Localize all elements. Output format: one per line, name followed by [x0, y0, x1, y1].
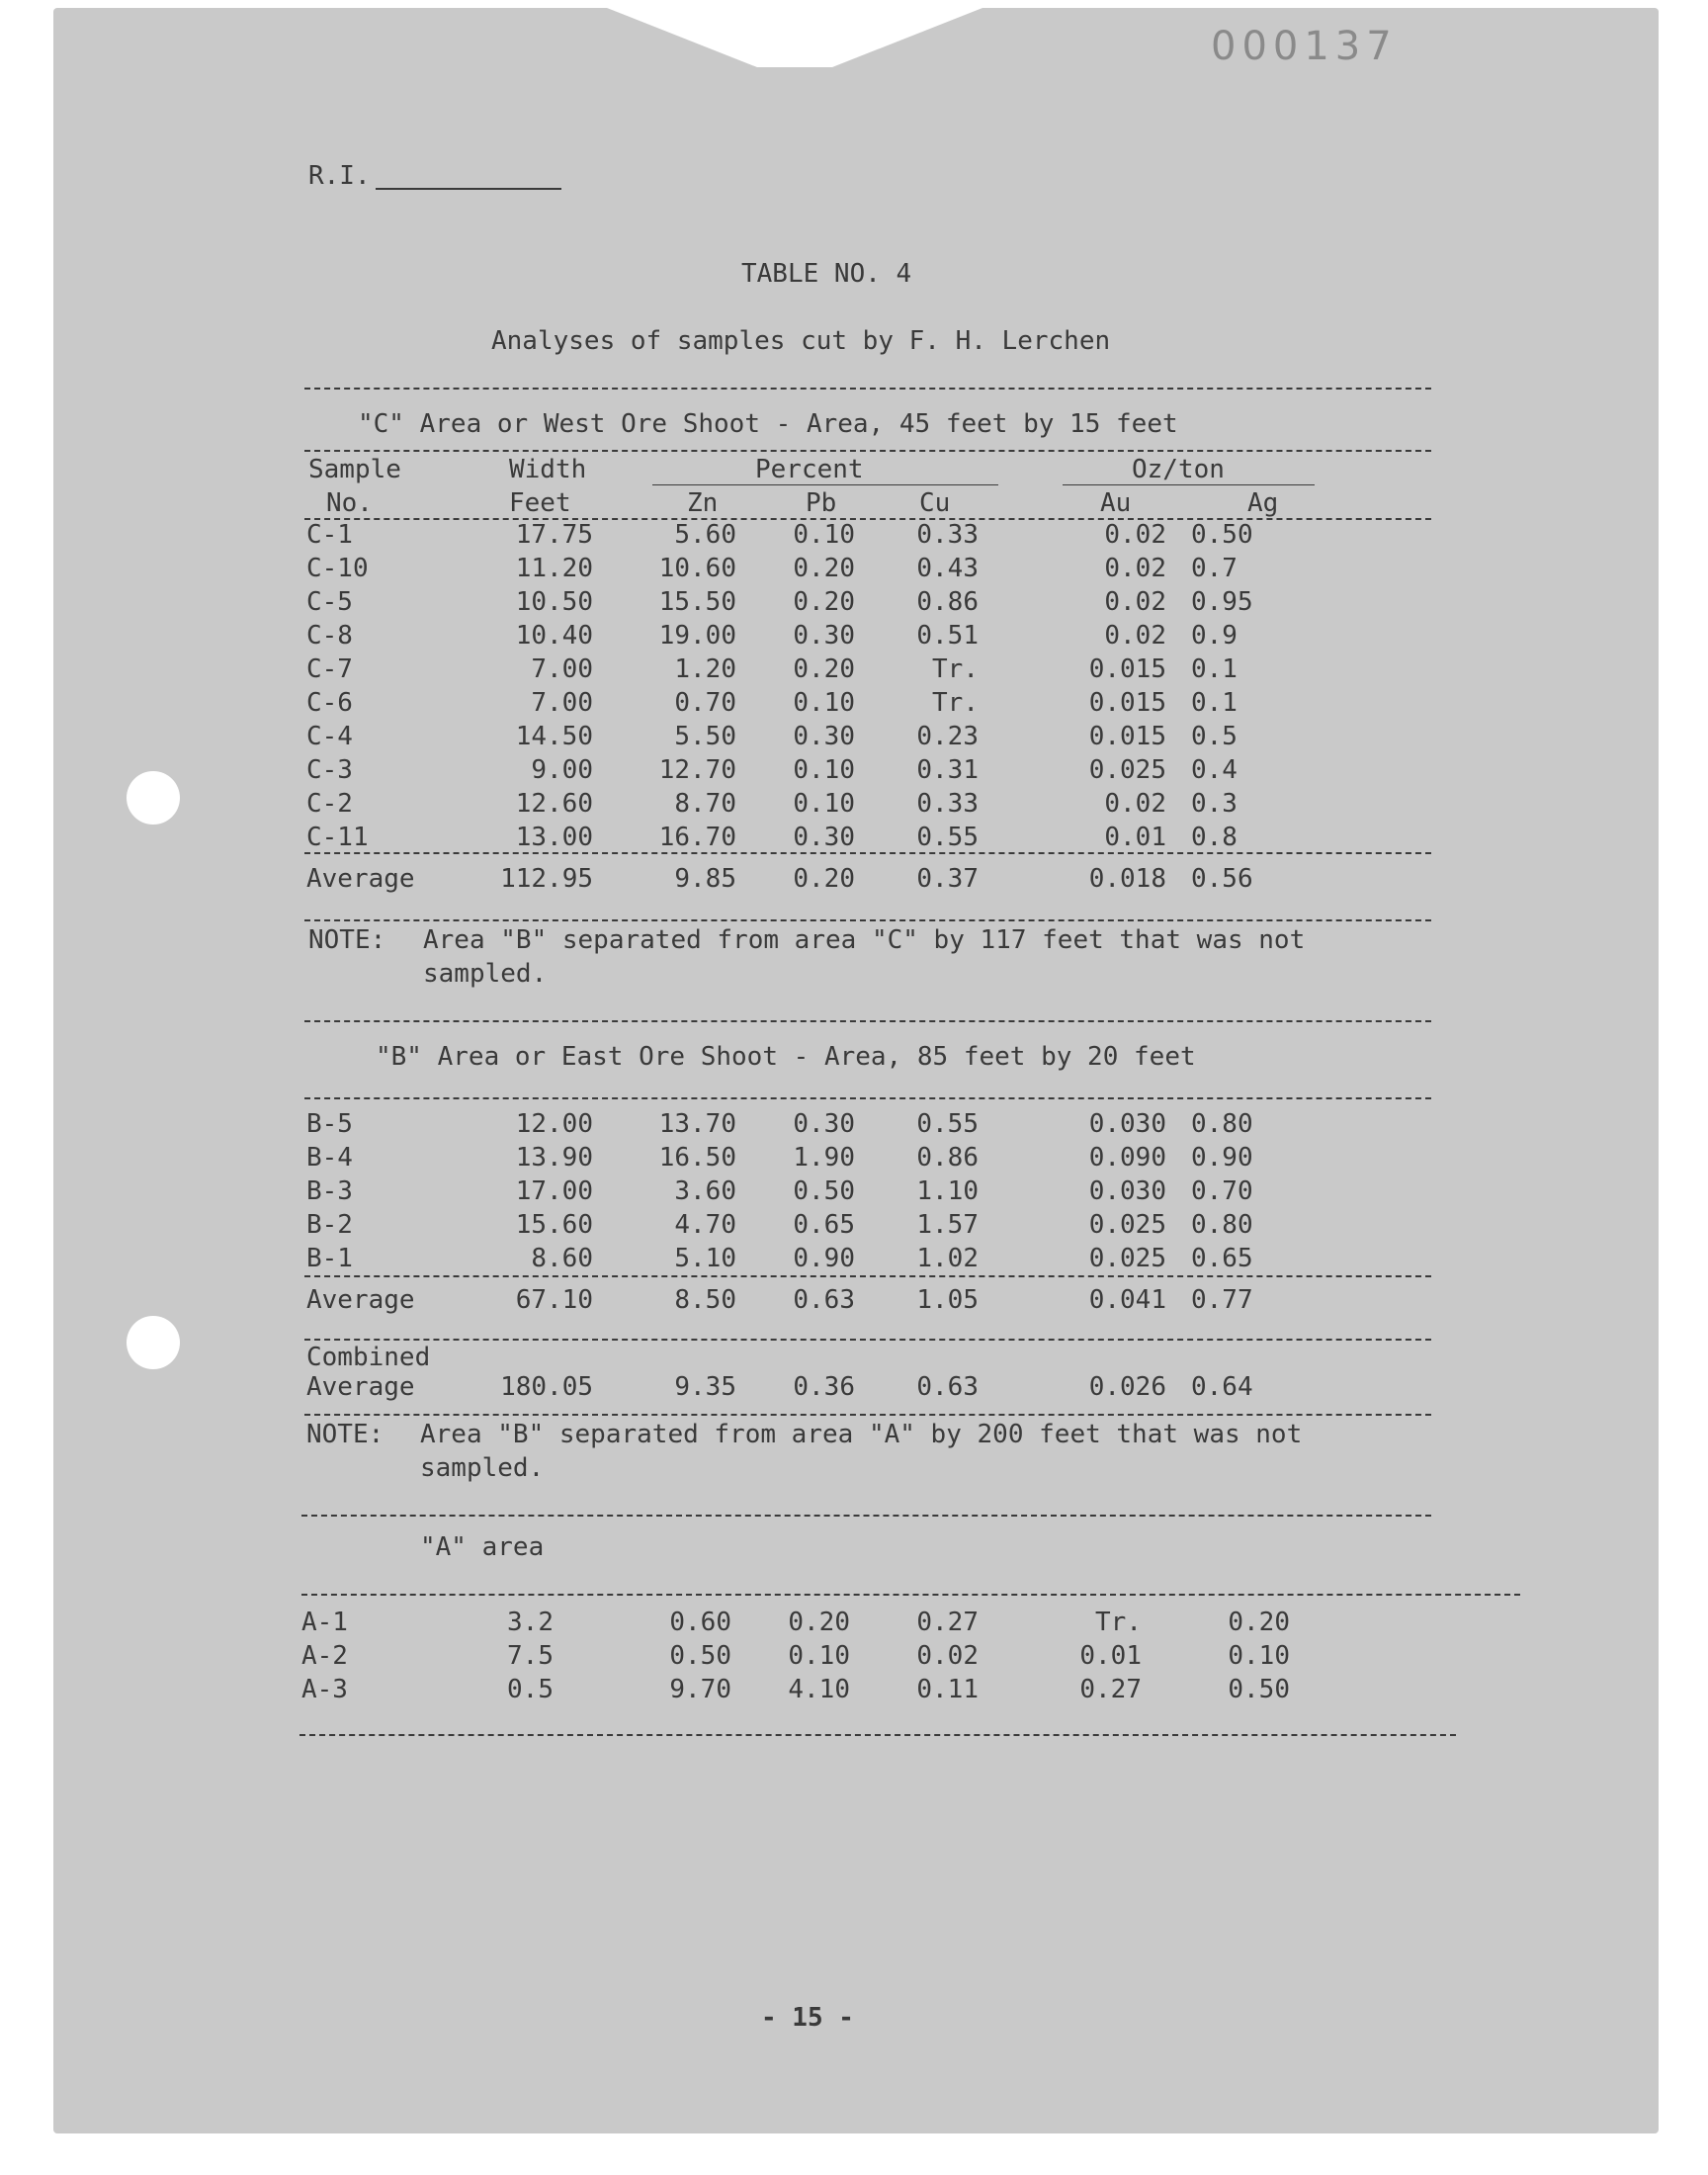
cell-width: 180.05	[500, 1372, 593, 1402]
col-header-cu: Cu	[919, 488, 951, 518]
cell-cu: 1.10	[916, 1176, 979, 1206]
cell-width: 11.20	[515, 554, 593, 583]
cell-cu: 0.33	[916, 789, 979, 819]
cell-zn: 0.60	[669, 1608, 731, 1637]
cell-ag: 0.64	[1191, 1372, 1253, 1402]
cell-pb: 0.20	[793, 654, 855, 684]
cell-au: 0.015	[1088, 722, 1166, 751]
cell-sample: A-1	[301, 1608, 348, 1637]
cell-ag: 0.80	[1191, 1109, 1253, 1139]
cell-pb: 0.10	[793, 789, 855, 819]
cell-zn: 3.60	[674, 1176, 736, 1206]
col-header-au: Au	[1100, 488, 1132, 518]
cell-sample: B-5	[306, 1109, 353, 1139]
cell-sample: C-7	[306, 654, 353, 684]
cell-ag: 0.80	[1191, 1210, 1253, 1240]
note-b-line1: Area "B" separated from area "A" by 200 feet that was not	[420, 1420, 1303, 1449]
cell-au: 0.02	[1104, 520, 1166, 550]
divider	[304, 450, 1431, 452]
divider	[304, 1339, 1431, 1341]
divider	[304, 852, 1431, 854]
cell-cu: 1.05	[916, 1285, 979, 1315]
section-a-heading: "A" area	[420, 1532, 545, 1562]
cell-cu: Tr.	[932, 654, 979, 684]
cell-sample: C-6	[306, 688, 353, 718]
cell-width: 17.75	[515, 520, 593, 550]
divider	[299, 1734, 1456, 1736]
col-header-zn: Zn	[687, 488, 719, 518]
cell-zn: 10.60	[658, 554, 736, 583]
cell-cu: 0.02	[916, 1641, 979, 1671]
cell-ag: 0.9	[1191, 621, 1238, 651]
cell-pb: 0.30	[793, 1109, 855, 1139]
cell-zn: 13.70	[658, 1109, 736, 1139]
cell-zn: 9.35	[674, 1372, 736, 1402]
cell-ag: 0.50	[1191, 520, 1253, 550]
cell-width: 12.00	[515, 1109, 593, 1139]
cell-zn: 0.50	[669, 1641, 731, 1671]
cell-sample: A-2	[301, 1641, 348, 1671]
cell-zn: 8.70	[674, 789, 736, 819]
cell-zn: 5.60	[674, 520, 736, 550]
cell-width: 0.5	[507, 1675, 554, 1704]
cell-zn: 0.70	[674, 688, 736, 718]
cell-pb: 1.90	[793, 1143, 855, 1173]
cell-cu: 0.63	[916, 1372, 979, 1402]
cell-cu: 0.51	[916, 621, 979, 651]
cell-ag: 0.50	[1228, 1675, 1290, 1704]
cell-ag: 0.90	[1191, 1143, 1253, 1173]
col-header-pb: Pb	[806, 488, 837, 518]
percent-underline	[652, 484, 998, 485]
cell-au: 0.02	[1104, 789, 1166, 819]
cell-cu: Tr.	[932, 688, 979, 718]
combined-label: Combined	[306, 1343, 431, 1372]
punch-hole-top	[127, 771, 180, 825]
cell-cu: 0.33	[916, 520, 979, 550]
cell-sample: Average	[306, 1372, 415, 1402]
cell-pb: 0.30	[793, 823, 855, 852]
divider	[304, 1020, 1431, 1022]
cell-ag: 0.5	[1191, 722, 1238, 751]
col-header-no: No.	[326, 488, 373, 518]
cell-width: 10.40	[515, 621, 593, 651]
cell-width: 3.2	[507, 1608, 554, 1637]
cell-cu: 0.11	[916, 1675, 979, 1704]
cell-ag: 0.4	[1191, 755, 1238, 785]
cell-pb: 0.90	[793, 1244, 855, 1273]
oz-ton-underline	[1063, 484, 1315, 485]
cell-zn: 1.20	[674, 654, 736, 684]
cell-zn: 19.00	[658, 621, 736, 651]
cell-au: 0.02	[1104, 587, 1166, 617]
cell-zn: 9.70	[669, 1675, 731, 1704]
cell-sample: C-11	[306, 823, 369, 852]
cell-zn: 9.85	[674, 864, 736, 894]
note-c-line1: Area "B" separated from area "C" by 117 feet that was not	[423, 925, 1306, 955]
cell-pb: 0.10	[793, 520, 855, 550]
cell-pb: 0.30	[793, 722, 855, 751]
cell-au: 0.041	[1088, 1285, 1166, 1315]
cell-au: 0.025	[1088, 755, 1166, 785]
cell-cu: 0.55	[916, 1109, 979, 1139]
divider	[301, 1515, 1431, 1517]
cell-pb: 0.30	[793, 621, 855, 651]
cell-ag: 0.1	[1191, 654, 1238, 684]
cell-au: 0.01	[1104, 823, 1166, 852]
cell-pb: 0.10	[788, 1641, 850, 1671]
cell-cu: 0.37	[916, 864, 979, 894]
col-header-sample: Sample	[308, 455, 401, 484]
cell-sample: C-2	[306, 789, 353, 819]
cell-zn: 5.10	[674, 1244, 736, 1273]
cell-sample: C-3	[306, 755, 353, 785]
cell-au: Tr.	[1095, 1608, 1142, 1637]
col-header-feet: Feet	[509, 488, 571, 518]
col-header-oz-ton: Oz/ton	[1132, 455, 1225, 484]
cell-cu: 0.43	[916, 554, 979, 583]
cell-pb: 0.20	[788, 1608, 850, 1637]
punch-hole-bottom	[127, 1316, 180, 1369]
table-subtitle: Analyses of samples cut by F. H. Lerchen	[491, 326, 1111, 356]
cell-sample: B-4	[306, 1143, 353, 1173]
note-c-label: NOTE:	[308, 925, 386, 955]
col-header-percent: Percent	[755, 455, 864, 484]
cell-ag: 0.70	[1191, 1176, 1253, 1206]
cell-ag: 0.3	[1191, 789, 1238, 819]
cell-au: 0.02	[1104, 621, 1166, 651]
cell-sample: B-1	[306, 1244, 353, 1273]
cell-sample: C-4	[306, 722, 353, 751]
cell-au: 0.015	[1088, 688, 1166, 718]
col-header-ag: Ag	[1247, 488, 1279, 518]
cell-pb: 0.10	[793, 688, 855, 718]
cell-width: 7.00	[531, 654, 593, 684]
cell-zn: 16.50	[658, 1143, 736, 1173]
cell-sample: B-2	[306, 1210, 353, 1240]
cell-zn: 12.70	[658, 755, 736, 785]
cell-ag: 0.10	[1228, 1641, 1290, 1671]
cell-pb: 4.10	[788, 1675, 850, 1704]
divider	[301, 1594, 1520, 1596]
cell-width: 13.00	[515, 823, 593, 852]
cell-sample: C-10	[306, 554, 369, 583]
cell-zn: 16.70	[658, 823, 736, 852]
cell-width: 13.90	[515, 1143, 593, 1173]
cell-ag: 0.7	[1191, 554, 1238, 583]
cell-cu: 1.57	[916, 1210, 979, 1240]
divider	[304, 1097, 1431, 1099]
cell-ag: 0.8	[1191, 823, 1238, 852]
cell-zn: 4.70	[674, 1210, 736, 1240]
cell-au: 0.02	[1104, 554, 1166, 583]
cell-cu: 0.86	[916, 587, 979, 617]
cell-zn: 8.50	[674, 1285, 736, 1315]
cell-width: 67.10	[515, 1285, 593, 1315]
cell-cu: 0.31	[916, 755, 979, 785]
divider	[304, 1414, 1431, 1416]
cell-width: 10.50	[515, 587, 593, 617]
cell-ag: 0.20	[1228, 1608, 1290, 1637]
cell-width: 7.00	[531, 688, 593, 718]
document-stamp-number: 000137	[1211, 24, 1398, 69]
cell-ag: 0.1	[1191, 688, 1238, 718]
staple-notch	[607, 8, 982, 67]
divider	[304, 1275, 1431, 1277]
cell-width: 17.00	[515, 1176, 593, 1206]
cell-width: 8.60	[531, 1244, 593, 1273]
cell-ag: 0.65	[1191, 1244, 1253, 1273]
cell-cu: 0.23	[916, 722, 979, 751]
cell-zn: 5.50	[674, 722, 736, 751]
cell-width: 12.60	[515, 789, 593, 819]
cell-pb: 0.20	[793, 864, 855, 894]
cell-au: 0.025	[1088, 1210, 1166, 1240]
table-title: TABLE NO. 4	[741, 259, 912, 289]
ri-blank-line	[376, 188, 561, 190]
cell-au: 0.030	[1088, 1109, 1166, 1139]
cell-sample: A-3	[301, 1675, 348, 1704]
cell-ag: 0.95	[1191, 587, 1253, 617]
cell-width: 14.50	[515, 722, 593, 751]
cell-sample: B-3	[306, 1176, 353, 1206]
cell-au: 0.026	[1088, 1372, 1166, 1402]
cell-pb: 0.36	[793, 1372, 855, 1402]
cell-pb: 0.63	[793, 1285, 855, 1315]
cell-sample: C-1	[306, 520, 353, 550]
cell-cu: 0.27	[916, 1608, 979, 1637]
cell-ag: 0.56	[1191, 864, 1253, 894]
divider	[304, 388, 1431, 390]
cell-au: 0.030	[1088, 1176, 1166, 1206]
cell-width: 112.95	[500, 864, 593, 894]
cell-cu: 0.55	[916, 823, 979, 852]
cell-width: 9.00	[531, 755, 593, 785]
cell-au: 0.090	[1088, 1143, 1166, 1173]
section-c-heading: "C" Area or West Ore Shoot - Area, 45 feet by 15 feet	[358, 409, 1178, 439]
cell-pb: 0.65	[793, 1210, 855, 1240]
cell-sample: C-5	[306, 587, 353, 617]
divider	[304, 919, 1431, 921]
cell-pb: 0.50	[793, 1176, 855, 1206]
cell-au: 0.01	[1079, 1641, 1142, 1671]
cell-cu: 0.86	[916, 1143, 979, 1173]
cell-sample: Average	[306, 1285, 415, 1315]
cell-ag: 0.77	[1191, 1285, 1253, 1315]
cell-au: 0.018	[1088, 864, 1166, 894]
cell-sample: Average	[306, 864, 415, 894]
note-c-line2: sampled.	[423, 959, 548, 989]
col-header-width: Width	[509, 455, 587, 484]
cell-width: 7.5	[507, 1641, 554, 1671]
cell-pb: 0.20	[793, 587, 855, 617]
cell-sample: C-8	[306, 621, 353, 651]
cell-au: 0.27	[1079, 1675, 1142, 1704]
cell-cu: 1.02	[916, 1244, 979, 1273]
section-b-heading: "B" Area or East Ore Shoot - Area, 85 feet by 20 feet	[376, 1042, 1196, 1072]
page-number: - 15 -	[761, 2003, 854, 2033]
cell-width: 15.60	[515, 1210, 593, 1240]
cell-au: 0.015	[1088, 654, 1166, 684]
cell-pb: 0.20	[793, 554, 855, 583]
cell-au: 0.025	[1088, 1244, 1166, 1273]
note-b-line2: sampled.	[420, 1453, 545, 1483]
cell-pb: 0.10	[793, 755, 855, 785]
ri-label: R.I.	[308, 161, 371, 191]
cell-zn: 15.50	[658, 587, 736, 617]
note-b-label: NOTE:	[306, 1420, 384, 1449]
